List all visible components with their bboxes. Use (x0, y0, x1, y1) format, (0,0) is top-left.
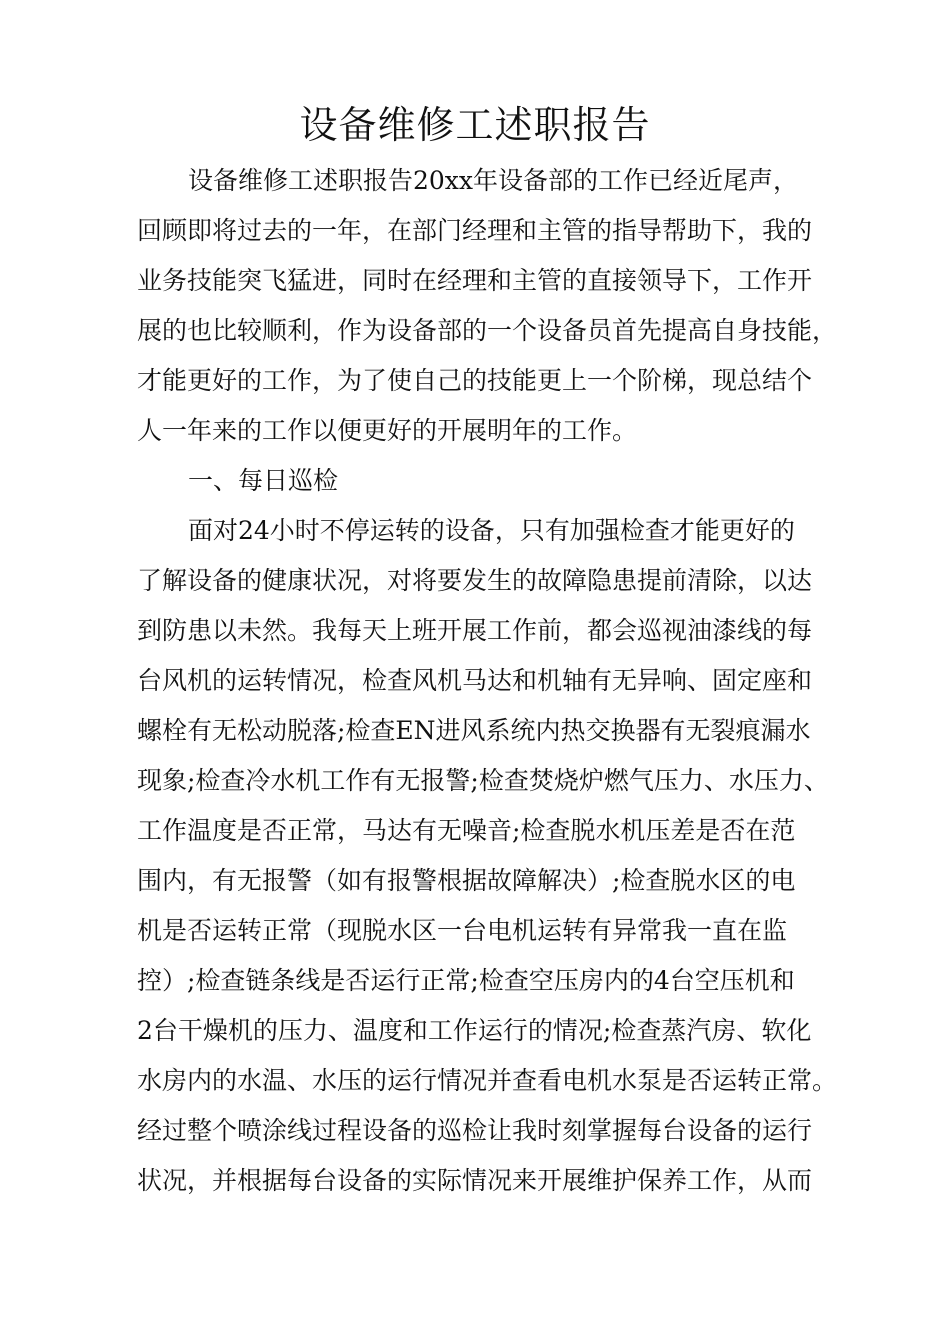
paragraph-line: 现象;检查冷水机工作有无报警;检查焚烧炉燃气压力、水压力、 (137, 766, 829, 795)
paragraph-line: 人一年来的工作以便更好的开展明年的工作。 (137, 416, 638, 445)
paragraph-line: 台风机的运转情况，检查风机马达和机轴有无异响、固定座和 (137, 666, 813, 695)
paragraph-line: 到防患以未然。我每天上班开展工作前，都会巡视油漆线的每 (137, 616, 813, 645)
section-heading: 一、每日巡检 (188, 466, 339, 495)
paragraph-line: 水房内的水温、水压的运行情况并查看电机水泵是否运转正常。 (137, 1066, 838, 1095)
paragraph-line: 展的也比较顺利，作为设备部的一个设备员首先提高自身技能， (137, 316, 838, 345)
paragraph-line: 设备维修工述职报告20xx年设备部的工作已经近尾声， (188, 166, 799, 195)
paragraph-line: 经过整个喷涂线过程设备的巡检让我时刻掌握每台设备的运行 (137, 1116, 813, 1145)
paragraph-line: 状况，并根据每台设备的实际情况来开展维护保养工作，从而 (137, 1166, 813, 1195)
paragraph-line: 面对24小时不停运转的设备，只有加强检查才能更好的 (188, 516, 795, 545)
paragraph-line: 才能更好的工作，为了使自己的技能更上一个阶梯，现总结个 (137, 366, 813, 395)
document-title: 设备维修工述职报告 (299, 103, 651, 147)
paragraph-line: 螺栓有无松动脱落;检查EN进风系统内热交换器有无裂痕漏水 (137, 716, 811, 745)
paragraph-line: 工作温度是否正常，马达有无噪音;检查脱水机压差是否在范 (137, 816, 796, 845)
paragraph-line: 围内，有无报警（如有报警根据故障解决）;检查脱水区的电 (137, 866, 796, 895)
paragraph-line: 控）;检查链条线是否运行正常;检查空压房内的4台空压机和 (137, 966, 795, 995)
paragraph-line: 2台干燥机的压力、温度和工作运行的情况;检查蒸汽房、软化 (137, 1016, 812, 1045)
paragraph-line: 了解设备的健康状况，对将要发生的故障隐患提前清除，以达 (137, 566, 813, 595)
paragraph-line: 业务技能突飞猛进，同时在经理和主管的直接领导下，工作开 (137, 266, 813, 295)
paragraph-line: 回顾即将过去的一年，在部门经理和主管的指导帮助下，我的 (137, 216, 813, 245)
paragraph-line: 机是否运转正常（现脱水区一台电机运转有异常我一直在监 (137, 916, 788, 945)
